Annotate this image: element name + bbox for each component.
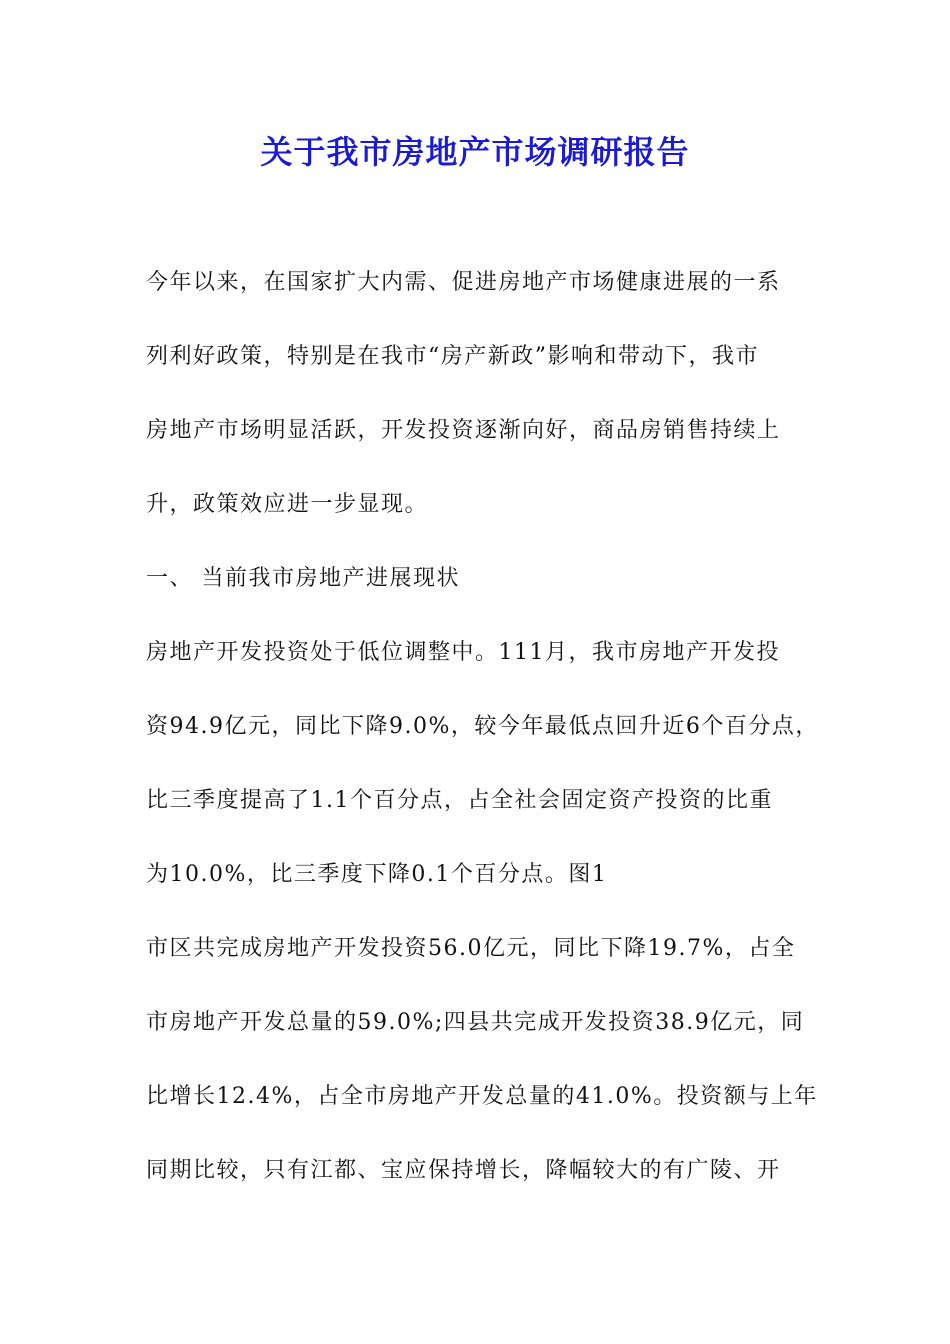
body-line: 市房地产开发总量的59.0%;四县共完成开发投资38.9亿元，同 bbox=[146, 1010, 805, 1035]
body-line: 升，政策效应进一步显现。 bbox=[146, 492, 429, 517]
document-body bbox=[146, 263, 826, 1225]
section-heading: 一、 当前我市房地产进展现状 bbox=[146, 566, 460, 591]
body-line: 市区共完成房地产开发投资56.0亿元，同比下降19.7%，占全 bbox=[146, 936, 796, 961]
body-line: 比三季度提高了1.1个百分点，占全社会固定资产投资的比重 bbox=[146, 788, 773, 813]
body-line: 比增长12.4%，占全市房地产开发总量的41.0%。投资额与上年 bbox=[146, 1084, 818, 1109]
body-line: 房地产市场明显活跃，开发投资逐渐向好，商品房销售持续上 bbox=[146, 418, 781, 443]
body-line: 列利好政策，特别是在我市“房产新政”影响和带动下，我市 bbox=[146, 344, 759, 369]
body-line: 为10.0%，比三季度下降0.1个百分点。图1 bbox=[146, 862, 608, 887]
body-line: 房地产开发投资处于低位调整中。111月，我市房地产开发投 bbox=[146, 640, 780, 665]
body-line: 同期比较，只有江都、宝应保持增长，降幅较大的有广陵、开 bbox=[146, 1158, 781, 1183]
body-line: 资94.9亿元，同比下降9.0%，较今年最低点回升近6个百分点， bbox=[146, 714, 819, 739]
document-title: 关于我市房地产市场调研报告 bbox=[260, 133, 690, 171]
body-line: 今年以来，在国家扩大内需、促进房地产市场健康进展的一系 bbox=[146, 270, 781, 295]
